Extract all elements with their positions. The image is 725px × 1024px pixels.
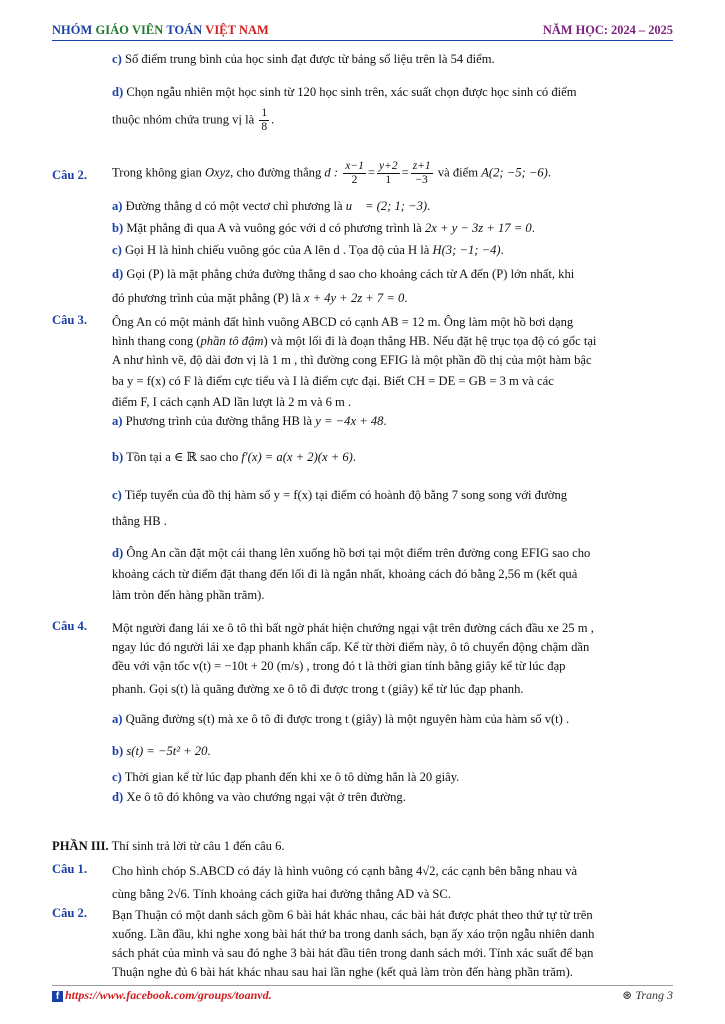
item-label: c)	[112, 770, 122, 784]
facebook-icon: f	[52, 991, 63, 1002]
item-math: H(3; −1; −4)	[432, 243, 501, 257]
item-label: d)	[112, 546, 124, 560]
fraction-denominator: −3	[415, 174, 428, 186]
item-label: b)	[112, 221, 124, 235]
q3-line-4: ba y = f(x) có F là điểm cực tiểu và I là điểm cực đại. Biết CH = DE = GB = 3 m và các	[112, 374, 554, 388]
item-text: Xe ô tô đó không va vào chướng ngại vật ở trên đường.	[126, 790, 406, 804]
header-group-part-4: VIỆT NAM	[205, 23, 269, 37]
fraction-denominator: 8	[261, 121, 268, 133]
item-text: Gọi (P) là mặt phẳng chứa đường thẳng d sao cho khoảng cách từ A đến (P) lớn nhất, khi	[126, 267, 575, 281]
fraction-numerator: 1	[261, 107, 268, 119]
prev-item-d	[112, 83, 672, 102]
item-text: Tồn tại a ∈ ℝ sao cho	[126, 450, 239, 464]
item-end: .	[207, 744, 211, 758]
q2-oxyz: Oxyz	[204, 165, 231, 180]
part-3-subtitle: Thí sinh trả lời từ câu 1 đến câu 6.	[108, 839, 285, 853]
q2-intro-text-2: , cho đường thẳng	[230, 165, 325, 180]
item-text: đó phương trình của mặt phẳng (P) là	[112, 291, 301, 305]
item-label: b)	[112, 450, 124, 464]
p3-q2-line-3: sách phát của mình và sau đó nghe 3 bài hát đầu tiên trong danh sách mới. Tính xác suất để bạn	[112, 946, 594, 960]
item-end: .	[383, 414, 387, 428]
page-number-text: Trang 3	[635, 988, 673, 1002]
fraction-numerator: y+2	[378, 160, 398, 172]
q3-text-2: ) và một lối đi là đoạn thẳng HB. Nếu đặt hệ trục tọa độ có gốc tại	[263, 334, 597, 348]
header-group-name	[52, 23, 269, 38]
prev-item-c	[112, 50, 495, 69]
part-3-title: PHẦN III.	[52, 839, 109, 853]
header-year-value: 2024 – 2025	[611, 23, 673, 37]
item-label: d)	[112, 267, 124, 281]
q2-item-d-line2	[112, 289, 407, 308]
part3-question-1-label: Câu 1.	[52, 862, 87, 876]
p3-q1-line-1: Cho hình chóp S.ABCD có đáy là hình vuông có cạnh bằng 4√2, các cạnh bên bằng nhau và	[112, 864, 578, 878]
item-text: Tiếp tuyến của đồ thị hàm số y = f(x) tại điểm có hoành độ bằng 7 song song với đường	[124, 488, 568, 502]
item-end: .	[271, 112, 275, 127]
item-math: s(t) = −5t² + 20	[126, 744, 208, 758]
header-divider	[52, 40, 673, 41]
q4-item-d	[112, 788, 406, 807]
part-3-heading	[52, 837, 285, 856]
q2-line-name: d :	[324, 165, 339, 180]
fraction-numerator: x−1	[345, 160, 364, 172]
item-text: Chọn ngẫu nhiên một học sinh từ 120 học sinh trên, xác suất chọn được học sinh có điểm	[126, 85, 577, 99]
q3-item-a	[112, 412, 387, 431]
item-text: Đường thẳng d có một vectơ chỉ phương là	[125, 199, 343, 213]
q4-item-b	[112, 742, 211, 761]
item-text: Mặt phẳng đi qua A và vuông góc với d có phương trình là	[126, 221, 422, 235]
q4-line-2: ngay lúc đó người lái xe đạp phanh khẩn cấp. Kể từ thời điểm này, ô tô chuyển động chậm dần	[112, 640, 590, 654]
q2-item-d	[112, 265, 672, 284]
q3-item-c	[112, 486, 567, 505]
p3-q2-line-1: Bạn Thuận có một danh sách gồm 6 bài hát khác nhau, các bài hát được phát theo thứ tự từ trên	[112, 908, 593, 922]
q3-emphasis: phần tô đậm	[200, 334, 264, 348]
fraction	[259, 107, 269, 134]
item-end: .	[404, 291, 408, 305]
header-group-part-3: TOÁN	[166, 23, 206, 37]
header-year-label: NĂM HỌC:	[542, 23, 612, 37]
q3-line-3: A như hình vẽ, độ dài đơn vị là 1 m , thì đường cong EFIG là một phần đồ thị của một hàm bậc	[112, 353, 592, 367]
part3-question-2-label: Câu 2.	[52, 906, 87, 920]
item-label: a)	[112, 712, 123, 726]
q3-item-d	[112, 544, 590, 563]
item-math: f′(x) = a(x + 2)(x + 6)	[241, 450, 353, 464]
p3-q1-line-2: cùng bằng 2√6. Tính khoảng cách giữa hai đường thẳng AD và SC.	[112, 887, 451, 901]
item-label: c)	[112, 243, 122, 257]
q3-line-5: điểm F, I cách cạnh AD lần lượt là 2 m và 6 m .	[112, 395, 352, 409]
item-text: Số điểm trung bình của học sinh đạt được từ bảng số liệu trên là 54 điểm.	[124, 52, 495, 66]
item-label: d)	[112, 790, 124, 804]
item-math: x + 4y + 2z + 7 = 0	[303, 291, 405, 305]
item-end: .	[352, 450, 357, 464]
p3-q2-line-2: xuống. Lần đầu, khi nghe xong bài hát thứ ba trong danh sách, bạn ấy xáo trộn ngẫu nhiên danh	[112, 927, 595, 941]
q3-line-2	[112, 332, 596, 351]
question-4-label: Câu 4.	[52, 619, 87, 633]
q3-text: hình thang cong (	[112, 334, 201, 348]
question-2-intro: Trong không gian Oxyz, cho đường thẳng d : $\frac{x-1}{2}$ = $\frac{y+2}{1}$ = $\frac{z+1}{-3}$ và điểm A(2; −5; −6).	[112, 160, 552, 186]
q4-item-a	[112, 710, 569, 729]
q3-item-b	[112, 448, 356, 467]
item-label: a)	[112, 199, 123, 213]
q2-item-b	[112, 219, 535, 238]
header-year	[543, 23, 673, 38]
fraction	[343, 160, 366, 187]
item-label: c)	[112, 52, 122, 66]
item-label: c)	[112, 488, 122, 502]
item-end: .	[427, 199, 431, 213]
item-text: Thời gian kể từ lúc đạp phanh đến khi xe ô tô dừng hẳn là 20 giây.	[124, 770, 460, 784]
q2-point-a: A(2; −5; −6)	[481, 165, 548, 180]
fraction-denominator: 2	[351, 174, 358, 186]
fraction	[377, 160, 400, 187]
item-label: b)	[112, 744, 124, 758]
fraction	[411, 160, 433, 187]
q4-item-c	[112, 768, 459, 787]
question-3-label: Câu 3.	[52, 313, 87, 327]
p3-q2-line-4: Thuận nghe đủ 6 bài hát khác nhau sau hai lần nghe (kết quả làm tròn đến hàng phần trăm).	[112, 965, 573, 979]
item-end: .	[531, 221, 535, 235]
item-text: Gọi H là hình chiếu vuông góc của A lên d . Tọa độ của H là	[124, 243, 430, 257]
fraction-denominator: 1	[385, 174, 392, 186]
header-group-part-1: NHÓM	[52, 23, 96, 37]
q3-item-d-line2: khoảng cách từ điểm đặt thang đến lối đi là ngắn nhất, khoảng cách đó bằng 2,56 m (kết quả	[112, 567, 578, 581]
item-text: Quãng đường s(t) mà xe ô tô đi được trong t (giây) là một nguyên hàm của hàm số v(t) .	[125, 712, 570, 726]
prev-item-d-line2	[112, 107, 274, 134]
footer-page-number	[622, 988, 673, 1003]
item-label: a)	[112, 414, 123, 428]
q2-item-a	[112, 197, 430, 216]
q3-item-d-line3: làm tròn đến hàng phần trăm).	[112, 588, 265, 602]
page-icon: ⊛	[622, 988, 633, 1002]
q2-intro-text-3: và điểm	[434, 165, 482, 180]
q2-intro-text: Trong không gian	[112, 165, 205, 180]
item-math: u⃗ = (2; 1; −3)	[345, 199, 428, 213]
q3-line-1: Ông An có một mảnh đất hình vuông ABCD có cạnh AB = 12 m. Ông làm một hồ bơi dạng	[112, 315, 574, 329]
q4-line-1: Một người đang lái xe ô tô thì bất ngờ phát hiện chướng ngại vật trên đường cách đầu xe 25 m ,	[112, 621, 594, 635]
footer-divider	[52, 985, 673, 986]
fraction-numerator: z+1	[412, 160, 431, 172]
item-text: Ông An cần đặt một cái thang lên xuống hồ bơi tại một điểm trên đường cong EFIG sao cho	[126, 546, 591, 560]
item-text: thuộc nhóm chứa trung vị là	[112, 112, 255, 127]
footer-link[interactable]	[52, 988, 272, 1003]
q4-line-3: đều với vận tốc v(t) = −10t + 20 (m/s) , trong đó t là thời gian tính bằng giây kể từ lúc đạp	[112, 659, 566, 673]
question-2-label: Câu 2.	[52, 168, 87, 182]
item-math: y = −4x + 48	[315, 414, 384, 428]
q4-line-4: phanh. Gọi s(t) là quãng đường xe ô tô đi được trong t (giây) kể từ lúc đạp phanh.	[112, 682, 524, 696]
q3-item-c-line2: thẳng HB .	[112, 514, 167, 528]
item-math: 2x + y − 3z + 17 = 0	[424, 221, 532, 235]
item-text: Phương trình của đường thẳng HB là	[125, 414, 313, 428]
header-group-part-2: GIÁO VIÊN	[95, 23, 167, 37]
item-end: .	[500, 243, 504, 257]
q2-item-c	[112, 241, 504, 260]
footer-link-text[interactable]: https://www.facebook.com/groups/toanvd.	[65, 988, 272, 1002]
item-label: d)	[112, 85, 124, 99]
